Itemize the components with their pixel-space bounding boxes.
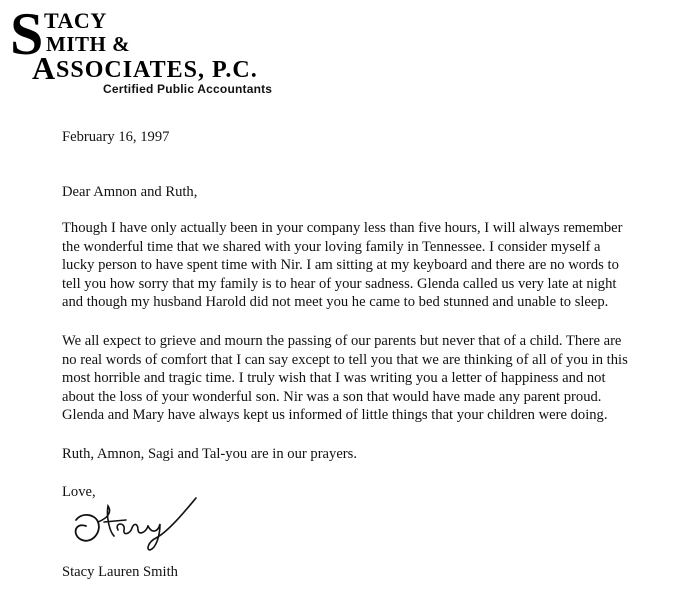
letterhead-line3: SSOCIATES, P.C. [56, 57, 258, 83]
paragraph-1-line: and though my husband Harold did not meet you he came to bed stunned and unable to sleep. [62, 294, 609, 311]
paragraph-3: Ruth, Amnon, Sagi and Tal-you are in our prayers. [62, 446, 357, 462]
paragraph-2-line: We all expect to grieve and mourn the passing of our parents but never that of a child. There are [62, 333, 622, 349]
paragraph-1-line: the wonderful time that we shared with your loving family in Tennessee. I consider myself a [62, 238, 601, 255]
salutation: Dear Amnon and Ruth, [62, 184, 198, 200]
letterhead-subtitle: Certified Public Accountants [103, 82, 273, 96]
letterhead-big-a: A [32, 50, 56, 86]
signature-name: Stacy Lauren Smith [62, 564, 178, 580]
handwritten-signature [68, 492, 208, 552]
paragraph-2-line: Glenda and Mary have always kept us informed of little things that your children were doing. [62, 407, 608, 424]
paragraph-1 [62, 219, 622, 312]
paragraph-1-line: lucky person to have spent time with Nir. I am sitting at my keyboard and there are no words to [62, 257, 619, 274]
paragraph-2-line: no real words of comfort that I can say except to tell you that we are thinking of all of you in this [62, 351, 628, 368]
letterhead-line1: TACY [44, 8, 107, 33]
paragraph-2 [62, 332, 628, 425]
closing: Love, [62, 484, 96, 500]
paragraph-1-line: Though I have only actually been in your company less than five hours, I will always remember [62, 220, 623, 236]
letter-date: February 16, 1997 [62, 129, 170, 145]
letterhead-line2: MITH & [46, 32, 131, 56]
letterhead-big-s: S [10, 1, 44, 67]
paragraph-2-line: most horrible and tragic time. I truly wish that I was writing you a letter of happiness and not [62, 370, 606, 387]
paragraph-1-line: tell you how sorry that my family is to hear of your sadness. Glenda called us very late at night [62, 275, 617, 292]
letterhead [10, 1, 290, 96]
paragraph-2-line: about the loss of your wonderful son. Nir was a son that would have made any parent proud. [62, 388, 602, 405]
